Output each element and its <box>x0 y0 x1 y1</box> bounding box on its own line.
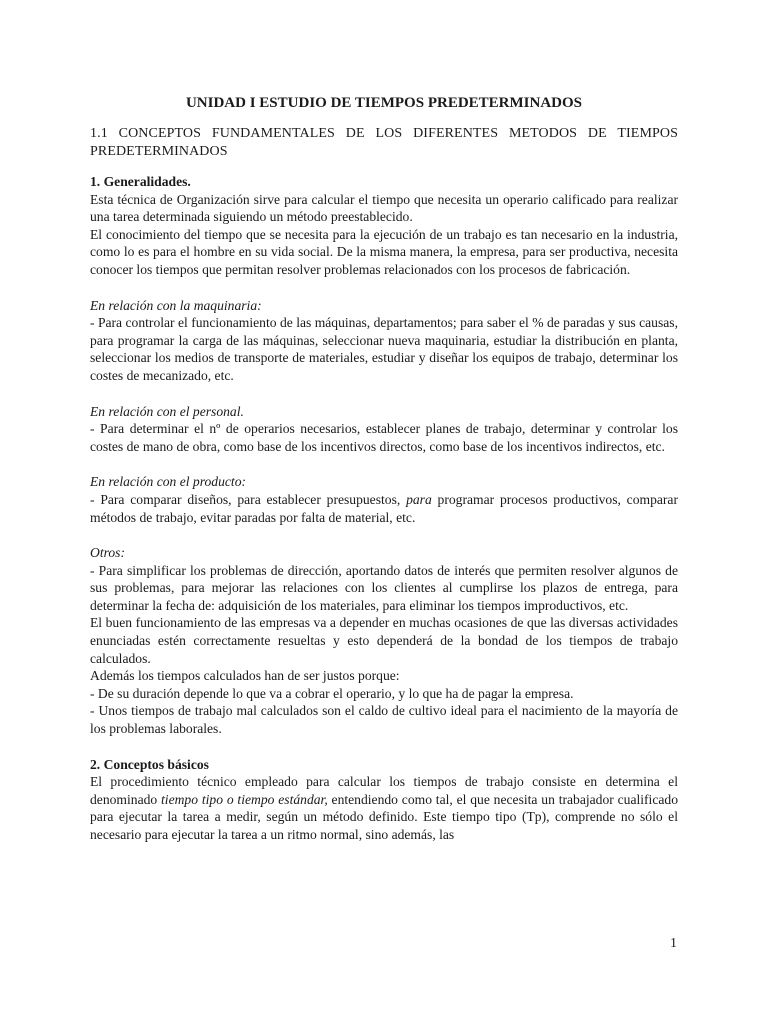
label-otros: Otros: <box>90 545 125 561</box>
label-personal: En relación con el personal. <box>90 403 244 419</box>
page-number: 1 <box>670 936 677 951</box>
paragraph-otros-1: - Para simplificar los problemas de dirección, aportando datos de interés que permiten resolver algunos de sus problemas, para mejorar las relaciones con los clientes al cumplirse los plazos de entrega, para determinar la fecha de: adquisición de los materiales, para eliminar los tiempos improductivos, etc. <box>90 562 678 613</box>
conceptos-text-italic: tiempo tipo o tiempo estándar, <box>161 791 328 807</box>
paragraph-otros-3: Además los tiempos calculados han de ser justos porque: <box>90 668 400 684</box>
page-content <box>90 93 678 844</box>
producto-text-b: programar procesos productivos, comparar métodos de trabajo, evitar paradas por falta de material, etc. <box>90 491 678 525</box>
conceptos-text-a: El procedimiento técnico empleado para calcular los tiempos de trabajo consiste en determina el denominado <box>90 774 678 807</box>
paragraph-conceptos <box>90 773 678 843</box>
paragraph-otros-5: - Unos tiempos de trabajo mal calculados son el caldo de cultivo ideal para el nacimiento de la mayoría de los problemas laborales. <box>90 703 678 737</box>
paragraph-otros-2: El buen funcionamiento de las empresas va a depender en muchas ocasiones de que las diversas actividades enunciadas estén correctamente resueltas y esto dependerá de la bondad de los tiempos de trabajo calculados. <box>90 615 678 666</box>
producto-text-para: para <box>406 491 432 507</box>
document-title: UNIDAD I ESTUDIO DE TIEMPOS PREDETERMINADOS <box>185 95 583 111</box>
conceptos-text-b: entendiendo como tal, el que necesita un trabajador cualificado para ejecutar la tarea a medir, según un método definido. Este tiempo tipo (Tp), comprende no sólo el necesario para ejecutar la tarea a un ritmo normal, sino además, las <box>90 791 678 842</box>
producto-text-a: - Para comparar diseños, para establecer presupuestos, <box>90 491 407 507</box>
paragraph-tecnica: Esta técnica de Organización sirve para calcular el tiempo que necesita un operario calificado para realizar una tarea determinada siguiendo un método preestablecido. <box>90 191 678 225</box>
heading-generalidades: 1. Generalidades. <box>90 174 191 189</box>
paragraph-personal: - Para determinar el nº de operarios necesarios, establecer planes de trabajo, determinar y controlar los costes de mano de obra, como base de los incentivos directos, como base de los incentivos indirectos, etc. <box>90 421 678 454</box>
paragraph-producto <box>90 491 678 526</box>
heading-conceptos-basicos: 2. Conceptos básicos <box>90 756 209 772</box>
label-maquinaria: En relación con la maquinaria: <box>90 297 262 313</box>
paragraph-otros-4: - De su duración depende lo que va a cobrar el operario, y lo que ha de pagar la empresa. <box>90 685 574 701</box>
label-producto: En relación con el producto: <box>90 474 247 490</box>
paragraph-maquinaria: - Para controlar el funcionamiento de las máquinas, departamentos; para saber el % de paradas y sus causas, para programar la carga de las máquinas, seleccionar nueva maquinaria, estudiar la distribución en planta, seleccionar los medios de transporte de materiales, estudiar y diseñar los equipos de trabajo, determinar los costes de mecanizado, etc. <box>90 315 678 383</box>
section-subtitle: 1.1 CONCEPTOS FUNDAMENTALES DE LOS DIFERENTES METODOS DE TIEMPOS PREDETERMINADOS <box>90 126 678 159</box>
paragraph-conocimiento: El conocimiento del tiempo que se necesita para la ejecución de un trabajo es tan necesario en la industria, como lo es para el hombre en su vida social. De la misma manera, la empresa, para ser productiva, necesita conocer los tiempos que permitan resolver problemas relacionados con los procesos de fabricación. <box>90 226 678 277</box>
